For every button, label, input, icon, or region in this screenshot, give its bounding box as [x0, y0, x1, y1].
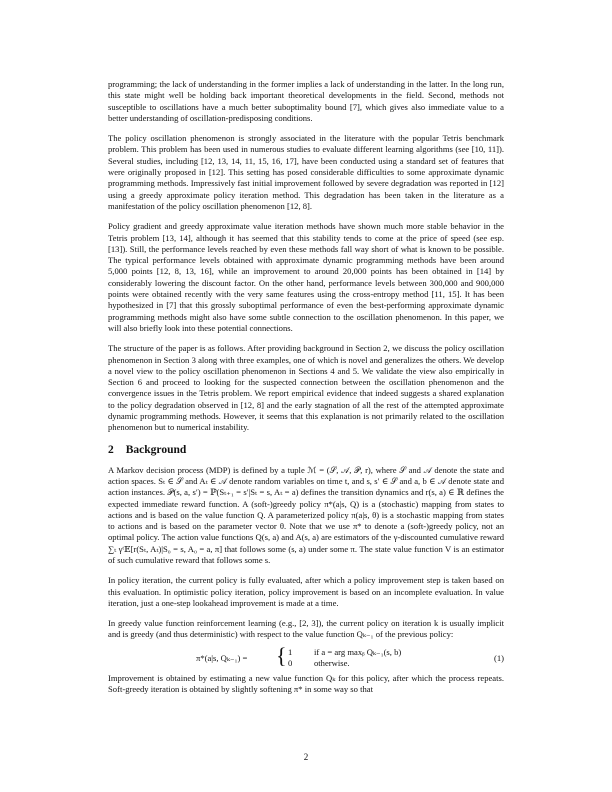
equation-number: (1) [493, 652, 504, 663]
page-number: 2 [303, 752, 309, 762]
paragraph: The structure of the paper is as follows. After providing background in Section 2, we discuss the policy oscillation phenomenon in Section 3 along with three examples, one of which is novel and generalizes the others. We develop a novel view to the policy oscillation phenomenon in Sections 4 and 5. We validate the view also empirically in Section 6 and proceed to looking for the suspected connection between the oscillation phenomenon and the convergence issues in the Tetris problem. We report empirical evidence that indeed suggests a shared explanation to the policy degradation observed in [12, 8] and the early stagnation of all the rest of the attempted approximate dynamic programming methods. However, it seems that this explanation is not primarily related to the oscillation phenomenon but to numerical instability. [108, 343, 504, 433]
paragraph: The policy oscillation phenomenon is strongly associated in the literature with the popular Tetris benchmark problem. This problem has been used in numerous studies to evaluate different learning algorithms (see [10, 11]). Several studies, including [12, 13, 14, 11, 15, 16, 17], have been conducted using a standard set of features that were originally proposed in [12]. This setting has posed considerable difficulties to some approximate dynamic programming methods. Impressively fast initial improvement followed by severe degradation was reported in [12] using a greedy approximate policy iteration method. This degradation has been taken in the literature as a manifestation of the policy oscillation phenomenon [12, 8]. [108, 133, 504, 211]
paragraph: Improvement is obtained by estimating a new value function Qₖ for this policy, after which the process repeats. Soft-greedy iteration is obtained by slightly softening π* in some way so that [108, 672, 504, 695]
paragraph: In greedy value function reinforcement learning (e.g., [2, 3]), the current policy on iteration k is usually implicit and is greedy (and thus deterministic) with respect to the value function Qₖ₋₁ of the previous policy: [108, 618, 504, 640]
brace-icon: { [276, 642, 287, 668]
section-title: Background [125, 443, 187, 456]
page-body [108, 79, 504, 704]
section-heading [108, 444, 504, 456]
section-number: 2 [108, 443, 114, 456]
paragraph: Policy gradient and greedy approximate value iteration methods have shown much more stable behavior in the Tetris problem [13, 14], although it has seemed that this stability tends to come at the price of speed (see esp. [13]). Still, the performance levels reached by even these methods fall way short of what is known to be possible. The typical performance levels obtained with approximate dynamic programming methods have been around 5,000 points [12, 8, 13, 16], while an improvement to around 20,000 points has been obtained in [14] by considerably lowering the discount factor. On the other hand, performance levels between 300,000 and 900,000 points were obtained recently with the very same features using the cross-entropy method [11, 15]. It has been hypothesized in [7] that this grossly suboptimal performance of even the best-performing approximate dynamic programming methods might also have some subtle connection to the oscillation phenomenon. In this paper, we will also briefly look into these potential connections. [108, 221, 504, 333]
equation-case: 1 if a = arg maxᵦ Qₖ₋₁(s, b) [288, 646, 402, 657]
equation-1 [108, 642, 504, 671]
equation-lhs: π*(a|s, Qₖ₋₁) = [196, 652, 248, 663]
paragraph: A Markov decision process (MDP) is defined by a tuple ℳ = (𝒮, 𝒜, 𝒫, r), where 𝒮 and 𝒜 denote the state and action spaces. Sₜ ∈ 𝒮 and Aₜ ∈ 𝒜 denote random variables on time t, and s, s′ ∈ 𝒮 and a, b ∈ 𝒜 denote state and action instances. 𝒫(s, a, s′) = ℙ(Sₜ₊₁ = s′|Sₜ = s, Aₜ = a) defines the transition dynamics and r(s, a) ∈ ℝ defines the expected immediate reward function. A (soft-)greedy policy π*(a|s, Q) is a (stochastic) mapping from states to actions and is based on the value function Q. A parameterized policy π(a|s, θ) is a stochastic mapping from states to actions and is based on the parameter vector θ. Note that we use π* to denote a (soft-)greedy policy, not an optimal policy. The action value functions Q(s, a) and A(s, a) are estimators of the γ-discounted cumulative reward ∑ₜ γᵗ𝔼[r(Sₜ, Aₜ)|S₀ = s, A₀ = a, π] that follows some (s, a) under some π. The state value function V is an estimator of such cumulative reward that follows some s. [108, 464, 504, 565]
paragraph: In policy iteration, the current policy is fully evaluated, after which a policy improvement step is taken based on this evaluation. In optimistic policy iteration, policy improvement is based on an incomplete evaluation. In value iteration, just a one-step lookahead improvement is made at a time. [108, 575, 504, 608]
equation-case: 0 otherwise. [288, 657, 350, 668]
equation-cases [288, 647, 401, 669]
paragraph: programming; the lack of understanding in the former implies a lack of understanding in the latter. In the long run, this state might well be holding back important theoretical developments in the field. Second, methods not susceptible to oscillations have a much better suboptimality bound [7], which gives also immediate value to a better understanding of oscillation-predisposing conditions. [108, 79, 504, 123]
